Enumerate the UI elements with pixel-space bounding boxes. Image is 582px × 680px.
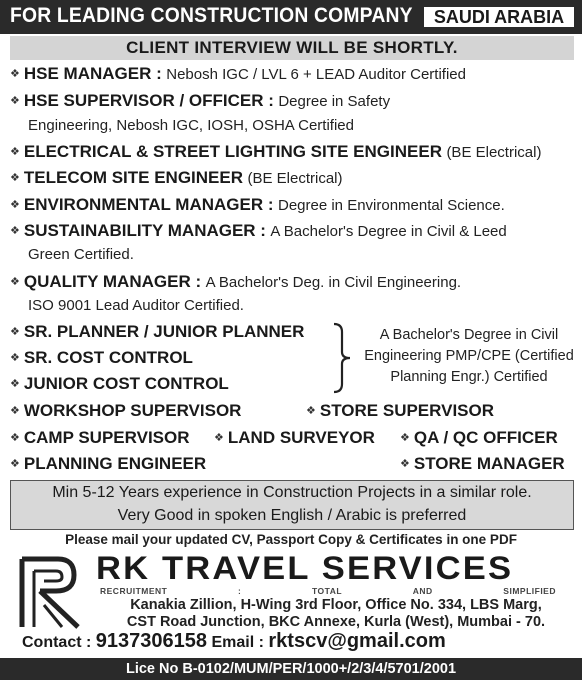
job-quality-manager bbox=[10, 272, 461, 294]
job-title: SR. COST CONTROL bbox=[23, 348, 193, 367]
job-land-surveyor bbox=[214, 428, 375, 450]
licence-number: Lice No B-0102/MUM/PER/1000+/2/3/4/5701/2001 bbox=[0, 658, 582, 680]
tagline-word: TOTAL bbox=[312, 586, 343, 596]
job-junior-cost-control bbox=[10, 374, 229, 396]
phone-number[interactable]: 9137306158 bbox=[95, 630, 208, 652]
tagline-word: : bbox=[238, 586, 242, 596]
diamond-bullet-icon: ❖ bbox=[10, 326, 20, 338]
address-line-1: Kanakia Zillion, H-Wing 3rd Floor, Office No. 334, LBS Marg, bbox=[130, 597, 542, 613]
country-badge: SAUDI ARABIA bbox=[422, 5, 576, 29]
job-title: QA / QC OFFICER bbox=[413, 428, 558, 447]
job-planner bbox=[10, 322, 304, 344]
job-title: LAND SURVEYOR bbox=[227, 428, 375, 447]
job-requirement-continued: Engineering, Nebosh IGC, IOSH, OSHA Certified bbox=[28, 117, 354, 134]
experience-requirement: Min 5-12 Years experience in Construction Projects in a similar role. bbox=[52, 484, 532, 501]
tagline-word: AND bbox=[412, 586, 433, 596]
job-environmental-manager bbox=[10, 195, 505, 217]
interview-banner: CLIENT INTERVIEW WILL BE SHORTLY. bbox=[10, 36, 574, 60]
job-title: SUSTAINABILITY MANAGER : bbox=[23, 221, 266, 240]
application-instructions: Please mail your updated CV, Passport Copy & Certificates in one PDF bbox=[65, 532, 517, 547]
curly-brace-icon bbox=[330, 322, 354, 394]
email-link[interactable]: rktscv@gmail.com bbox=[268, 630, 446, 652]
job-requirement: Degree in Environmental Science. bbox=[277, 197, 505, 214]
agency-tagline bbox=[100, 586, 556, 596]
job-telecom-engineer bbox=[10, 168, 343, 190]
job-title: PLANNING ENGINEER bbox=[23, 454, 207, 473]
job-title: JUNIOR COST CONTROL bbox=[23, 374, 229, 393]
diamond-bullet-icon: ❖ bbox=[10, 199, 20, 211]
job-electrical-engineer bbox=[10, 142, 541, 164]
job-camp-supervisor bbox=[10, 428, 190, 450]
diamond-bullet-icon: ❖ bbox=[306, 405, 316, 417]
diamond-bullet-icon: ❖ bbox=[10, 352, 20, 364]
header-bar bbox=[0, 0, 582, 34]
job-title: ENVIRONMENTAL MANAGER : bbox=[23, 195, 274, 214]
diamond-bullet-icon: ❖ bbox=[400, 432, 410, 444]
grouped-requirement-line: A Bachelor's Degree in Civil bbox=[379, 327, 559, 343]
job-title: STORE MANAGER bbox=[413, 454, 565, 473]
job-requirement: Degree in Safety bbox=[278, 93, 391, 110]
diamond-bullet-icon: ❖ bbox=[10, 378, 20, 390]
diamond-bullet-icon: ❖ bbox=[10, 225, 20, 237]
job-workshop-supervisor bbox=[10, 401, 241, 423]
tagline-word: SIMPLIFIED bbox=[503, 586, 556, 596]
contact-label: Contact : bbox=[22, 634, 92, 651]
diamond-bullet-icon: ❖ bbox=[10, 276, 20, 288]
diamond-bullet-icon: ❖ bbox=[10, 172, 20, 184]
job-requirement-continued: ISO 9001 Lead Auditor Certified. bbox=[28, 297, 244, 314]
diamond-bullet-icon: ❖ bbox=[10, 458, 20, 470]
job-requirement-continued: Green Certified. bbox=[28, 246, 134, 263]
diamond-bullet-icon: ❖ bbox=[10, 432, 20, 444]
tagline-word: RECRUITMENT bbox=[100, 586, 168, 596]
job-sr-cost-control bbox=[10, 348, 193, 370]
job-title: HSE SUPERVISOR / OFFICER : bbox=[23, 91, 274, 110]
job-title: QUALITY MANAGER : bbox=[23, 272, 202, 291]
job-store-supervisor bbox=[306, 401, 494, 423]
diamond-bullet-icon: ❖ bbox=[400, 458, 410, 470]
grouped-requirement-line: Planning Engr.) Certified bbox=[390, 369, 548, 385]
job-title: CAMP SUPERVISOR bbox=[23, 428, 190, 447]
diamond-bullet-icon: ❖ bbox=[10, 405, 20, 417]
language-requirement: Very Good in spoken English / Arabic is preferred bbox=[117, 507, 467, 524]
diamond-bullet-icon: ❖ bbox=[10, 95, 20, 107]
job-hse-manager bbox=[10, 64, 466, 86]
headline: FOR LEADING CONSTRUCTION COMPANY bbox=[10, 4, 413, 27]
contact-line bbox=[22, 630, 446, 653]
job-title: HSE MANAGER : bbox=[23, 64, 162, 83]
diamond-bullet-icon: ❖ bbox=[10, 146, 20, 158]
job-requirement: A Bachelor's Deg. in Civil Engineering. bbox=[205, 274, 462, 291]
requirements-box bbox=[10, 480, 574, 530]
job-title: SR. PLANNER / JUNIOR PLANNER bbox=[23, 322, 305, 341]
job-hse-supervisor bbox=[10, 91, 390, 113]
job-requirement: (BE Electrical) bbox=[247, 170, 343, 187]
job-requirement: Nebosh IGC / LVL 6 + LEAD Auditor Certified bbox=[166, 66, 466, 83]
job-qa-qc-officer bbox=[400, 428, 558, 450]
job-title: WORKSHOP SUPERVISOR bbox=[23, 401, 242, 420]
job-planning-engineer bbox=[10, 454, 206, 476]
diamond-bullet-icon: ❖ bbox=[10, 68, 20, 80]
job-requirement: (BE Electrical) bbox=[446, 144, 542, 161]
diamond-bullet-icon: ❖ bbox=[214, 432, 224, 444]
job-store-manager bbox=[400, 454, 565, 476]
job-title: STORE SUPERVISOR bbox=[319, 401, 495, 420]
rk-logo-icon bbox=[18, 553, 82, 629]
job-title: TELECOM SITE ENGINEER bbox=[23, 168, 244, 187]
email-label: Email : bbox=[211, 634, 264, 651]
grouped-requirement bbox=[360, 325, 578, 388]
job-sustainability-manager bbox=[10, 221, 507, 243]
job-requirement: A Bachelor's Degree in Civil & Leed bbox=[270, 223, 507, 240]
grouped-requirement-line: Engineering PMP/CPE (Certified bbox=[364, 348, 574, 364]
agency-name: RK TRAVEL SERVICES bbox=[96, 550, 514, 586]
job-title: ELECTRICAL & STREET LIGHTING SITE ENGINEER bbox=[23, 142, 442, 161]
address-line-2: CST Road Junction, BKC Annexe, Kurla (West), Mumbai - 70. bbox=[126, 614, 546, 630]
